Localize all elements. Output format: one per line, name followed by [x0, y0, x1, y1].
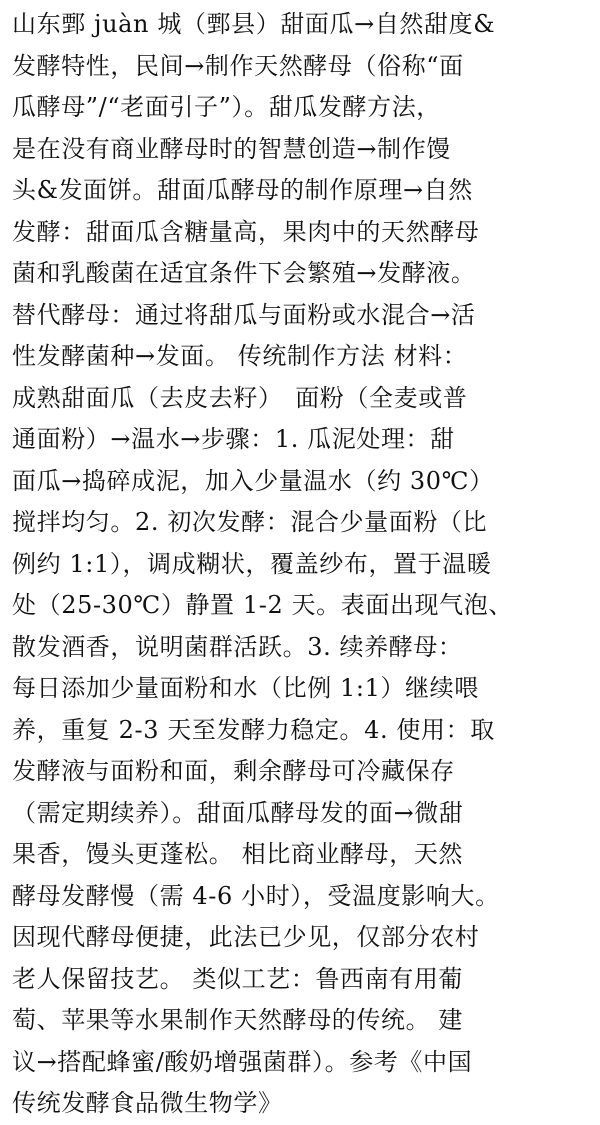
text-line: 菌和乳酸菌在适宜条件下会繁殖→发酵液。 [12, 259, 476, 287]
text-line: 萄、苹果等水果制作天然酵母的传统。 建 [12, 1006, 464, 1034]
body-text [12, 4, 596, 1125]
text-line: 果香，馒头更蓬松。 相比商业酵母，天然 [12, 840, 464, 868]
text-line: 成熟甜面瓜（去皮去籽） 面粉（全麦或普 [12, 383, 468, 412]
text-line: 酵母发酵慢（需 4-6 小时），受温度影响大。 [12, 881, 500, 910]
text-line: 处（25-30℃）静置 1-2 天。表面出现气泡、 [12, 591, 513, 619]
text-line: 养，重复 2-3 天至发酵力稳定。4. 使用：取 [12, 715, 495, 744]
text-line: （需定期续养）。甜面瓜酵母发的面→微甜 [12, 798, 464, 827]
text-line: 山东鄄 juàn 城（鄄县）甜面瓜→自然甜度& [12, 10, 496, 38]
text-line: 头&发面饼。甜面瓜酵母的制作原理→自然 [12, 176, 473, 204]
text-line: 替代酵母：通过将甜瓜与面粉或水混合→活 [12, 300, 476, 329]
text-line: 每日添加少量面粉和水（比例 1:1）继续喂 [12, 674, 479, 702]
text-line: 老人保留技艺。 类似工艺：鲁西南有用葡 [12, 964, 464, 993]
text-line: 搅拌均匀。2. 初次发酵：混合少量面粉（比 [12, 508, 488, 536]
text-line: 瓜酵母”/“老面引子”）。甜瓜发酵方法， [12, 93, 441, 121]
text-line: 发酵特性，民间→制作天然酵母（俗称“面 [12, 51, 464, 80]
text-line: 发酵液与面粉和面，剩余酵母可冷藏保存 [12, 757, 455, 785]
text-line: 性发酵菌种→发面。 传统制作方法 材料： [12, 342, 468, 370]
text-line: 面瓜→捣碎成泥，加入少量温水（约 30℃） [12, 466, 494, 495]
text-line: 议→搭配蜂蜜/酸奶增强菌群）。参考《中国 [12, 1047, 473, 1076]
text-line: 发酵：甜面瓜含糖量高，果肉中的天然酵母 [12, 217, 480, 246]
text-line: 因现代酵母便捷，此法已少见，仅部分农村 [12, 923, 480, 951]
text-line: 散发酒香，说明菌群活跃。3. 续养酵母： [12, 632, 463, 661]
text-line: 传统发酵食品微生物学》 [12, 1089, 283, 1117]
text-line: 通面粉）→温水→步骤：1. 瓜泥处理：甜 [12, 425, 455, 453]
text-line: 例约 1:1），调成糊状，覆盖纱布，置于温暖 [12, 549, 492, 578]
text-line: 是在没有商业酵母时的智慧创造→制作馒 [12, 134, 451, 163]
